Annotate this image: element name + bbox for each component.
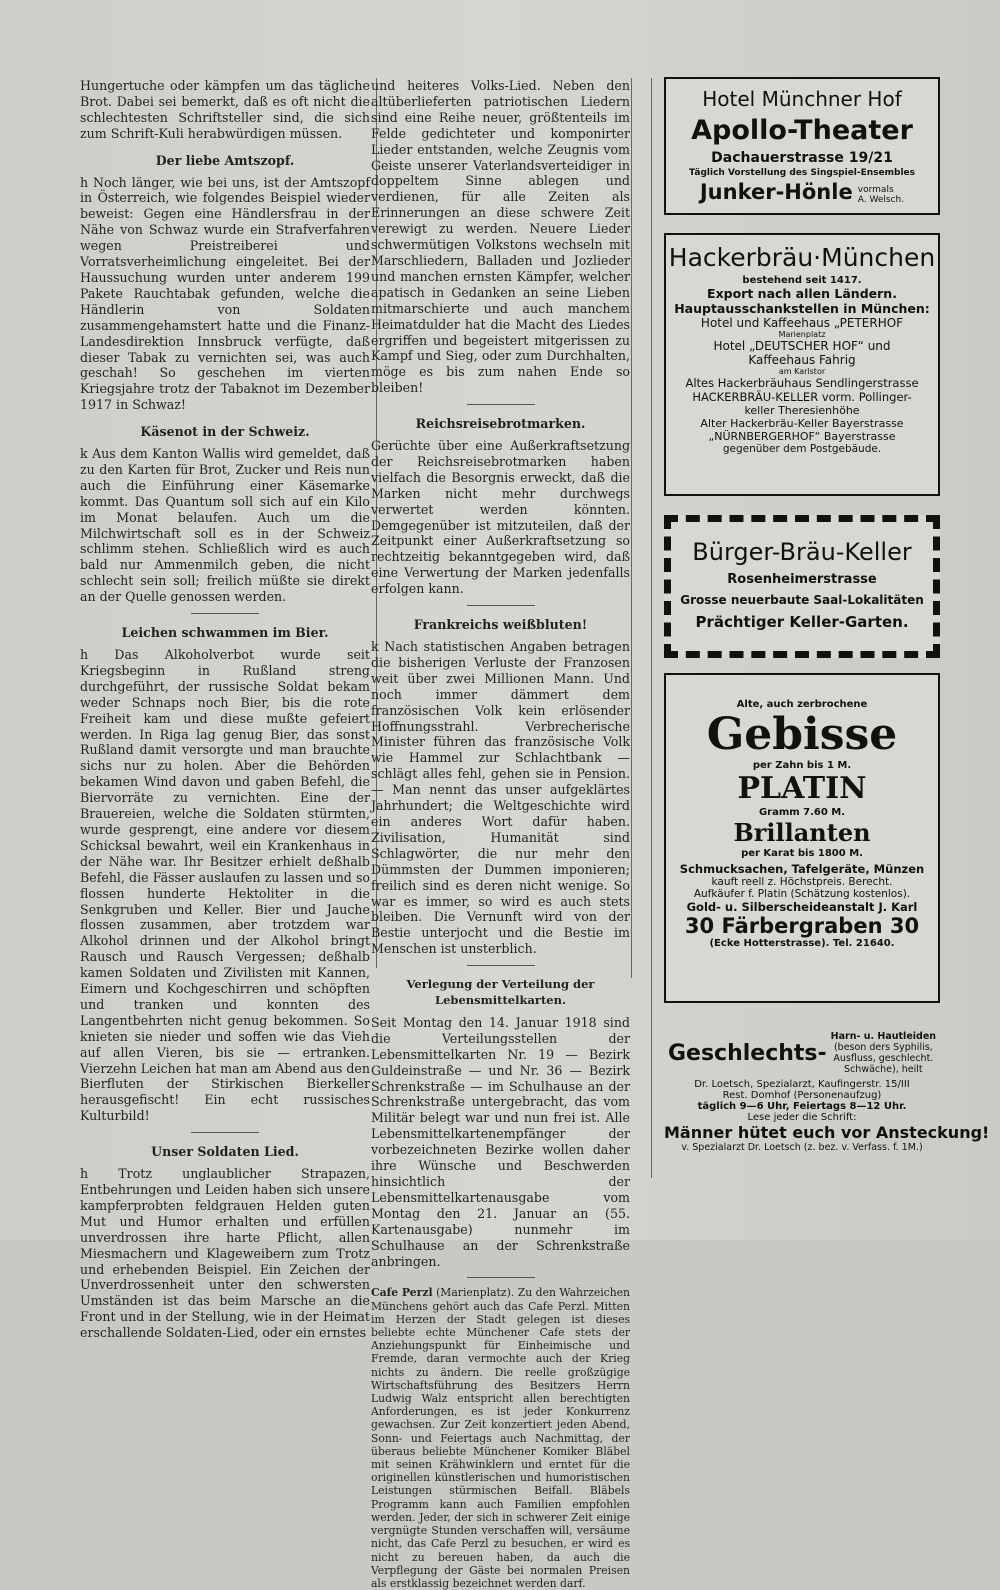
ad-line: Junker-Hönle <box>699 180 853 204</box>
ad-line: bestehend seit 1417. <box>742 275 862 286</box>
separator <box>467 1277 535 1278</box>
ad-line: Hackerbräu·München <box>668 243 936 272</box>
text-column-middle <box>371 78 630 1590</box>
article-heading: Leichen schwammen im Bier. <box>121 625 329 641</box>
ad-line: „NÜRNBERGERHOF“ Bayerstrasse <box>708 430 896 443</box>
ad-line: Hotel „DEUTSCHER HOF“ und <box>713 339 891 353</box>
ad-line: vormals <box>857 184 894 195</box>
ad-line: Gold- u. Silberscheideanstalt J. Karl <box>686 900 918 914</box>
paragraph <box>371 1286 630 1590</box>
ad-line: Grosse neuerbaute Saal-Lokalitäten <box>680 593 924 607</box>
paragraph: k Nach statistischen Angaben betragen die bisherigen Verluste der Franzosen weit über zwei Millionen Mann. Und noch immer dämmert dem französischen Volk kein erlösender Hoffnungsstrahl. Verbrecherische Minister führen das französische Volk wie Hammel zur Schlachtbank — schlägt alles fehl, gehen sie in Pension. — Man nennt das unser aufgeklärtes Jahrhundert; die Weltgeschichte wird ein anderes Wort dafür haben. Zivilisation, Humanität sind Schlagwörter, die nur mehr den Dümmsten der Dummen imponieren; freilich sind es deren nicht wenige. So war es immer, so wird es auch stets bleiben. Die Vernunft wird von der Bestie unterjocht und die Bestie im Menschen ist unsterblich. <box>371 639 630 957</box>
ad-line: kauft reell z. Höchstpreis. Berecht. <box>711 876 893 888</box>
article-heading: Käsenot in der Schweiz. <box>140 424 310 440</box>
ad-line: keller Theresienhöhe <box>744 404 860 417</box>
ad-line: täglich 9—6 Uhr, Feiertags 8—12 Uhr. <box>697 1101 907 1112</box>
ad-line: v. Spezialarzt Dr. Loetsch (z. bez. v. Verfass. f. 1M.) <box>681 1142 923 1153</box>
ad-line: per Karat bis 1800 M. <box>741 848 863 859</box>
ad-line: per Zahn bis 1 M. <box>752 760 852 771</box>
ad-line: Dachauerstrasse 19/21 <box>711 150 893 166</box>
ad-line: Rest. Domhof (Personenaufzug) <box>722 1090 882 1101</box>
ad-line: Schmucksachen, Tafelgeräte, Münzen <box>679 862 925 876</box>
ad-line: A. Welsch. <box>857 194 905 205</box>
ad-line: Gebisse <box>706 709 898 760</box>
ad-gebisse-platin <box>664 673 940 1003</box>
paragraph: Seit Montag den 14. Januar 1918 sind die Verteilungsstellen der Lebensmittelkarten Nr. 19 — Bezirk Guldeinstraße — und Nr. 36 — Bezirk Schrenkstraße — im Schulhause an der Schrenkstraße untergebracht, das vom Militär belegt war und nun frei ist. Alle Lebensmittelkartenempfänger der vorbezeichneten Bezirke wollen daher ihre Wünsche und Beschwerden hinsichtlich der Lebensmittelkartenausgabe vom Montag den 21. Januar an (55. Kartenausgabe) nunmehr im Schulhause an der Schrenkstraße anbringen. <box>371 1014 630 1269</box>
ad-line: Geschlechts- <box>667 1040 827 1066</box>
ad-line: Männer hütet euch vor Ansteckung! <box>664 1123 990 1142</box>
paragraph: Hungertuche oder kämpfen um das tägliche Brot. Dabei sei bemerkt, daß es oft nicht die schlechtesten Schriftsteller sind, die sich zum Schrift-Kuli herabwürdigen müssen. <box>80 78 370 141</box>
ad-line: Lese jeder die Schrift: <box>747 1112 857 1123</box>
paragraph: k Aus dem Kanton Wallis wird gemeldet, daß zu den Karten für Brot, Zucker und Reis nun auch die Einführung einer Käsemarke kommt. Das Quantum soll sich auf ein Kilo im Monat belaufen. Auch um die Milchwirtschaft soll es in der Schweiz schlimm stehen. Schließlich wird es auch bald nur Ammenmilch geben, die nicht schlecht sein soll; freilich müßte sie direkt an der Quelle genossen werden. <box>80 446 370 605</box>
ad-buerger-braeu-keller <box>664 515 940 658</box>
ad-line: am Karlstor <box>778 367 826 376</box>
ad-line: Schwäche), heilt <box>844 1064 923 1075</box>
ad-line: Kaffeehaus Fahrig <box>748 353 856 367</box>
separator <box>467 965 535 966</box>
ad-line: Ausfluss, geschlecht. <box>833 1053 934 1064</box>
separator <box>191 1132 259 1133</box>
paragraph: Gerüchte über eine Außerkraftsetzung der Reichsreisebrotmarken haben vielfach die Besorgnis erweckt, daß die Marken nicht mehr durchwegs verwertet werden könnten. Demgegenüber ist mitzuteilen, daß der Zeitpunkt einer Außerkraftsetzung so rechtzeitig bekanntgegeben wird, daß eine Verwertung der Marken jedenfalls erfolgen kann. <box>371 438 630 597</box>
article-heading: Frankreichs weißbluten! <box>413 617 588 633</box>
ad-hackerbraeu <box>664 233 940 496</box>
text-column-left <box>80 78 370 1341</box>
separator <box>467 404 535 405</box>
ad-line: Marienplatz <box>778 330 826 339</box>
ad-line: PLATIN <box>737 771 867 806</box>
paragraph: h Noch länger, wie bei uns, ist der Amtszopf in Österreich, wie folgendes Beispiel wieder beweist: Gegen eine Händlersfrau in der Nähe von Schwaz wurde ein Strafverfahren wegen Preistreiberei und Vorratsverheimlichung eingeleitet. Bei der Haussuchung wurden unter anderem 199 Pakete Rauchtabak gefunden, welche die Händlerin von Soldaten zusammengehamstert hatte und die Finanz-Landesdirektion Innsbruck verfügte, daß dieser Tabak zu vernichten sei, was auch geschah! So geschehen im vierten Kriegsjahre trotz der Tabaknot im Dezember 1917 in Schwaz! <box>80 174 370 413</box>
separator <box>191 613 259 614</box>
article-heading: Der liebe Amtszopf. <box>155 152 295 168</box>
ad-line: Hotel Münchner Hof <box>702 87 902 111</box>
column-divider <box>631 78 632 978</box>
ad-line: Hotel und Kaffeehaus „PETERHOF <box>700 316 904 330</box>
ad-line: gegenüber dem Postgebäude. <box>722 443 882 455</box>
ad-line: Brillanten <box>733 818 871 847</box>
ad-line: Aufkäufer f. Platin (Schätzung kostenlos). <box>693 888 911 900</box>
paragraph: h Trotz unglaublicher Strapazen, Entbehrungen und Leiden haben sich unsere kampferprobten feldgrauen Helden guten Mut und Humor erhalten und erfüllen unverdrossen ihre harte Pflicht, allen Miesmachern und Klageweibern zum Trotz und erhebenden Beispiel. Ein Zeichen der Unverdrossenheit unter den schwersten Umständen ist das beim Marsche an die Front und in der Stellung, wie in der Heimat erschallende Soldaten-Lied, oder ein ernstes <box>80 1166 370 1341</box>
ad-dr-loetsch <box>664 1023 990 1171</box>
article-heading: Reichsreisebrotmarken. <box>415 416 586 432</box>
ad-line: Hauptausschankstellen in München: <box>674 301 930 316</box>
ad-line: Rosenheimerstrasse <box>727 572 877 587</box>
ad-line: HACKERBRÄU-KELLER vorm. Pollinger- <box>692 390 912 404</box>
ad-line: Dr. Loetsch, Spezialarzt, Kaufingerstr. 15/III <box>694 1079 910 1090</box>
ad-line: (beson ders Syphilis, <box>833 1042 933 1053</box>
ad-line: Täglich Vorstellung des Singspiel-Ensembles <box>688 168 916 178</box>
ad-line: Prächtiger Keller-Garten. <box>695 613 909 631</box>
cafe-title: Cafe Perzl <box>371 1286 433 1300</box>
paragraph: h Das Alkoholverbot wurde seit Kriegsbeginn in Rußland streng durchgeführt, der russische Soldat bekam weder Schnaps noch Bier, bis die rote Freiheit kam und diese mußte gefeiert werden. In Riga lag genug Bier, das sonst Rußland damit versorgte und man brauchte sichs nur zu holen. Aber die Behörden bekamen Wind davon und gaben Befehl, die Biervorräte zu vernichten. Eine der Brauereien, welche die Soldaten stürmten, wurde gesprengt, eine andere vor diesem Schicksal bewahrt, weil ein Krankenhaus in der Nähe war. Ihr Besitzer erhielt deßhalb Befehl, die Fässer auslaufen zu lassen und so flossen hunderte Hektoliter in die Senkgruben und Keller. Bier und Jauche flossen zusammen, aber trotzdem war Alkohol drinnen und der Alkohol bringt Rausch und Rausch Vergessen; deßhalb kamen Soldaten und Zivilisten mit Kannen, Eimern und Kochgeschirren und schöpften und tranken und konnten des Langentbehrten nicht genug bekommen. So knieten sie nieder und soffen wie das Vieh auf allen Vieren, bis sie — ertranken. Vierzehn Leichen hat man am Abend aus den Bierfluten der Stirkischen Bierkeller herausgefischt! Ein echt russisches Kulturbild! <box>80 647 370 1124</box>
article-heading: Verlegung der Verteilung der Lebensmittelkarten. <box>406 977 595 1008</box>
ad-line: Alte, auch zerbrochene <box>736 699 868 710</box>
ad-line: (Ecke Hotterstrasse). Tel. 21640. <box>709 938 895 949</box>
column-divider <box>651 78 652 1178</box>
ad-line: Export nach allen Ländern. <box>707 286 897 301</box>
article-heading: Unser Soldaten Lied. <box>151 1144 299 1160</box>
ad-line: Gramm 7.60 M. <box>758 807 846 818</box>
ad-line: Altes Hackerbräuhaus Sendlingerstrasse <box>685 376 919 390</box>
ad-line: 30 Färbergraben 30 <box>684 914 920 938</box>
ad-line: Harn- u. Hautleiden <box>830 1031 937 1042</box>
paragraph: und heiteres Volks-Lied. Neben den altüberlieferten patriotischen Liedern sind eine Reihe neuer, größtenteils im Felde gedichteter und komponirter Lieder entstanden, welche Zeugnis vom Geiste unserer Vaterlandsverteidiger in doppeltem Sinne ablegen und verdienen, für alle Zeiten als Erinnerungen an diese schwere Zeit verewigt zu werden. Neuere Lieder schwermütigen Volkstons wechseln mit Marschliedern, Balladen und Jozlieder und manchen ernsten Kämpfer, welcher apatisch in Gedanken an seine Lieben mitmarschierte und auch manchem Heimatdulder hat die Macht des Liedes ergriffen und begeistert mitgerissen zu Kampf und Sieg, oder zum Durchhalten, möge es bis zum nahen Ende so bleiben! <box>371 78 630 396</box>
ad-line: Apollo-Theater <box>691 115 913 146</box>
ad-apollo-theater <box>664 77 940 215</box>
ad-line: Alter Hackerbräu-Keller Bayerstrasse <box>700 417 904 430</box>
ad-line: Bürger-Bräu-Keller <box>692 538 912 566</box>
separator <box>467 605 535 606</box>
cafe-text: (Marienplatz). Zu den Wahrzeichen Münchens gehört auch das Cafe Perzl. Mitten im Herzen der Stadt gelegen ist dieses beliebte echte Münchener Cafe stets der Anziehungspunkt für Einheimische und Fremde, daran vermochte auch der Krieg nichts zu ändern. Die reelle großzügige Wirtschaftsführung des Besitzers Herrn Ludwig Walz entspricht allen berechtigten Anforderungen, es ist jeder Konkurrenz gewachsen. Zur Zeit konzertiert jeden Abend, Sonn- und Feiertags auch Nachmittag, der überaus beliebte Münchener Komiker Bläbel mit seinen Krähwinklern und erntet für die originellen künstlerischen und humoristischen Leistungen stürmischen Beifall. Bläbels Programm kann auch Familien empfohlen werden. Jeder, der sich in schwerer Zeit einige vergnügte Stunden verschaffen will, versäume nicht, das Cafe Perzl zu besuchen, er wird es nicht zu bereuen haben, da auch die Verpflegung der Gäste bei normalen Preisen als erstklassig bezeichnet werden darf. <box>371 1286 631 1590</box>
